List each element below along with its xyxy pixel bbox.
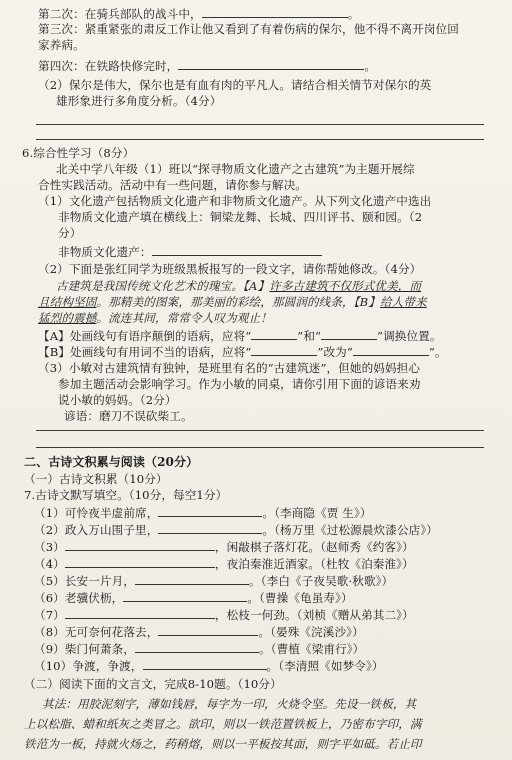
part2-title: 二、古诗文积累与阅读（20分） (24, 455, 199, 469)
part2-sub2: （二）阅读下面的文言文，完成8-10题。（10分） (24, 677, 282, 691)
answer-blank[interactable] (158, 624, 258, 636)
answer-blank[interactable] (135, 641, 259, 653)
q6-passage: 古建筑是我国传统文化艺术的瑰宝。【A】许多古建筑不仅形式优美，而 (56, 279, 422, 293)
question-1-2: （2）保尔是伟大，保尔也是有血有肉的平凡人。请结合相关情节对保尔的英 (38, 78, 432, 92)
answer-blank[interactable] (65, 539, 215, 551)
answer-blank[interactable] (123, 590, 247, 602)
answer-line[interactable] (36, 139, 484, 140)
answer-blank[interactable] (353, 344, 429, 356)
question-7: 7.古诗文默写填空。（10分，每空1分） (24, 488, 228, 502)
classical-text-line2: 上以松脂、蜡和纸灰之类冒之。欲印，则以一铁范置铁板上，乃密布字印，满 (24, 717, 422, 731)
poem-item-1: （1）可怜夜半虚前席， 。（李商隐《贾 生》） (34, 506, 372, 520)
q6-part2-a: 【A】处画线句有语序颠倒的语病，应将“ ”和“ ”调换位置。 (38, 329, 442, 343)
classical-text-line1: 其法：用胶泥刻字，薄如钱唇，每字为一印，火烧令坚。先设一铁板，其 (42, 697, 417, 711)
q6-part2-b: 【B】处画线句有用词不当的语病，应将“ ”改为“ ”。 (38, 345, 447, 359)
answer-blank[interactable] (158, 522, 262, 534)
answer-blank[interactable] (251, 344, 317, 356)
poem-item-10: （10）争渡，争渡， 。（李清照《如梦令》） (34, 659, 384, 673)
q6-part2: （2）下面是张红同学为班级黑板报写的一段文字，请你帮她修改。（4分） (38, 262, 422, 276)
line-third-time-cont: 家养病。 (38, 38, 85, 52)
line-second-time: 第二次：在骑兵部队的战斗中， 。 (38, 7, 360, 21)
answer-line[interactable] (36, 124, 484, 125)
poem-item-7: （7） ，松枝一何劲。（刘桢《赠从弟其二》） (34, 608, 414, 622)
question-1-2-cont: 雄形象进行多角度分析。（4分） (56, 94, 222, 108)
q6-part1: （1）文化遗产包括物质文化遗产和非物质文化遗产。从下列文化遗产中选出 (38, 194, 432, 208)
poem-item-9: （9）柴门何萧条， 。（曹植《梁甫行》） (34, 642, 365, 656)
q6-part1-cont2: 分） (58, 226, 82, 240)
q6-part1-answer: 非物质文化遗产： (58, 244, 322, 260)
answer-blank[interactable] (202, 6, 348, 18)
answer-blank[interactable] (143, 658, 267, 670)
classical-text-line3: 铁范为一板，持就火炀之，药稍熔，则以一平板按其面，则字平如砥。若止印 (24, 737, 422, 751)
answer-blank[interactable] (135, 573, 249, 585)
answer-blank[interactable] (178, 58, 364, 70)
poem-item-4: （4） ，夜泊秦淮近酒家。（杜牧《泊秦淮》） (34, 557, 414, 571)
poem-item-2: （2）政入万山围子里， 。（杨万里《过松源晨炊漆公店》） (34, 523, 438, 537)
q6-part3-cont2: 说小敏的妈妈。（2分） (58, 393, 177, 407)
answer-line[interactable] (36, 430, 484, 431)
poem-item-3: （3） ，闲敲棋子落灯花。（赵师秀《约客》） (34, 540, 414, 554)
q6-part1-cont: 非物质文化遗产填在横线上：铜梁龙舞、长城、四川评书、颐和园。（2 (58, 210, 423, 224)
poem-item-5: （5）长安一片月， 。（李白《子夜吴歌·秋歌》） (34, 574, 394, 588)
answer-line[interactable] (36, 447, 484, 448)
q6-proverb: 谚语：磨刀不误砍柴工。 (64, 409, 193, 423)
part2-sub1: （一）古诗文积累（10分） (24, 472, 168, 486)
answer-blank[interactable] (251, 328, 297, 340)
answer-blank[interactable] (65, 556, 215, 568)
q6-intro: 北关中学八年级（1）班以“探寻物质文化遗产之古建筑”为主题开展综 (56, 162, 415, 176)
answer-blank[interactable] (65, 607, 215, 619)
q6-passage-cont: 且结构坚固。那精美的图案，那美丽的彩绘，那圆润的线条，【B】给人带来 (38, 295, 427, 309)
line-fourth-time: 第四次：在铁路快修完时， 。 (38, 59, 377, 73)
poem-item-8: （8）无可奈何花落去， 。（晏殊《浣溪沙》） (34, 625, 364, 639)
answer-blank[interactable] (321, 328, 377, 340)
q6-part3-cont: 参加主题活动会影响学习。作为小敏的同桌，请你引用下面的谚语来劝 (58, 377, 421, 391)
q6-passage-cont2: 猛烈的震撼。流连其间，常常令人叹为观止！ (38, 311, 272, 325)
answer-blank[interactable] (158, 505, 262, 517)
q6-intro-cont: 合性实践活动。活动中有一些问题，请你参与解决。 (38, 178, 307, 192)
q6-part3: （3）小敏对古建筑情有独钟，是班里有名的“古建筑迷”，但她的妈妈担心 (38, 361, 421, 375)
line-third-time: 第三次：紧重紧张的肃反工作让他又看到了有着伤病的保尔，他不得不离开岗位回 (38, 22, 459, 36)
question-6-title: 6.综合性学习（8分） (22, 146, 135, 160)
poem-item-6: （6）老骥伏枥， 。（曹操《龟虽寿》） (34, 591, 353, 605)
answer-blank[interactable] (152, 244, 322, 256)
